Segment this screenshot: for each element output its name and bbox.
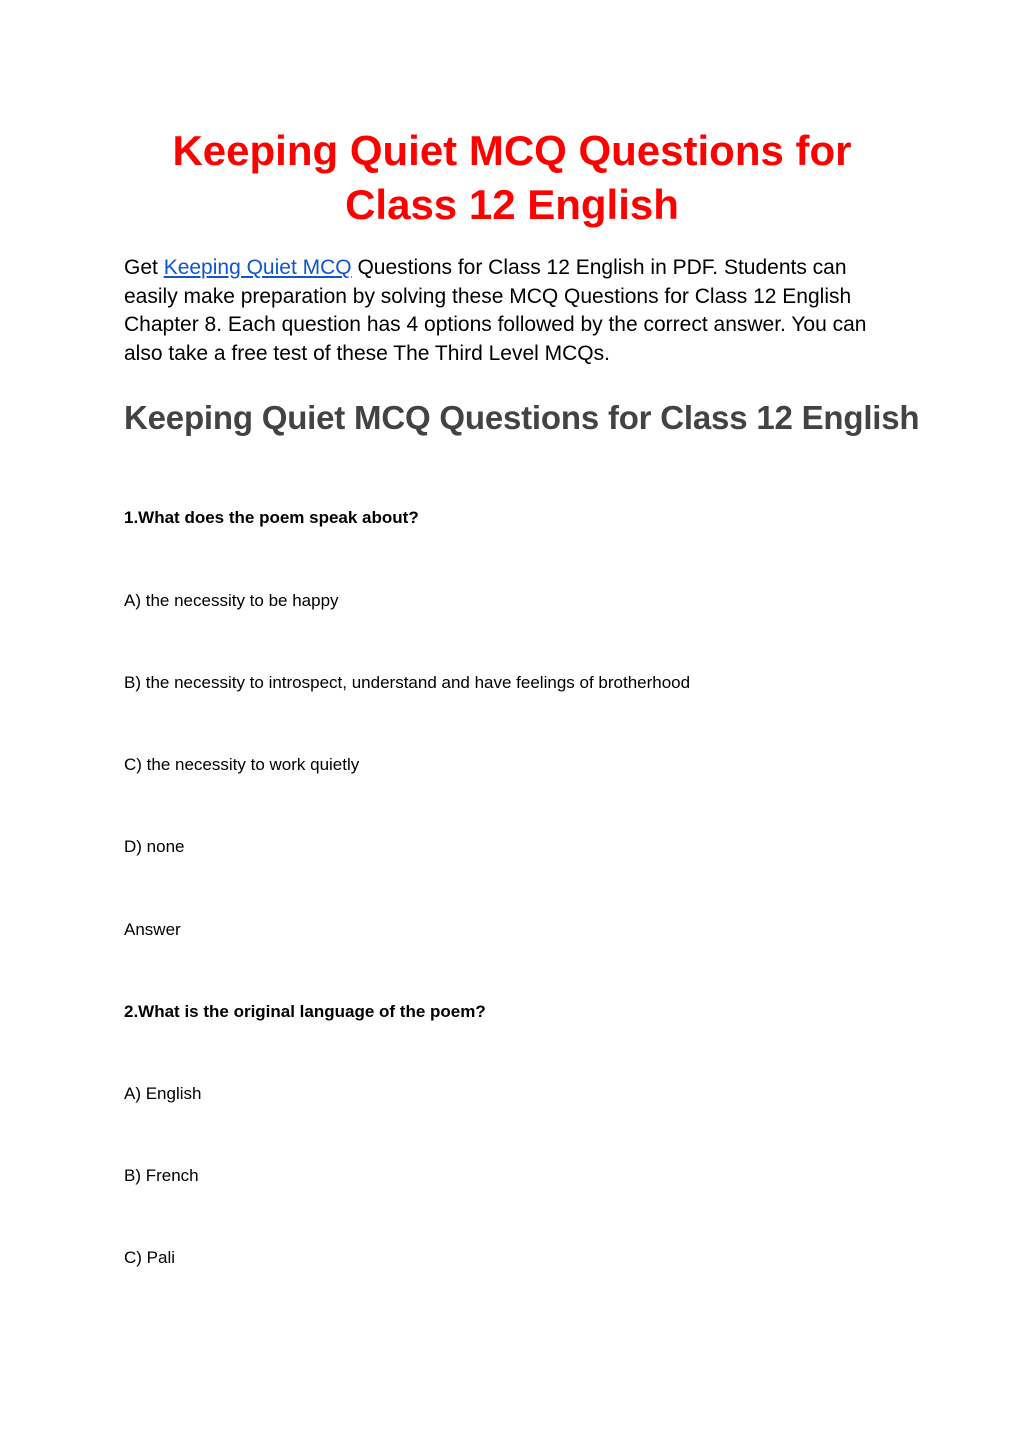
intro-line-3: Chapter 8. Each question has 4 options followed by the correct answer. You can <box>124 313 867 336</box>
question-1: 1.What does the poem speak about? <box>124 508 419 527</box>
keeping-quiet-mcq-link[interactable]: Keeping Quiet MCQ <box>163 256 352 279</box>
question-2-option-c: C) Pali <box>124 1248 176 1267</box>
question-2-option-b: B) French <box>124 1166 199 1185</box>
intro-line-1-rest: Questions for Class 12 English in PDF. Students can <box>351 256 847 279</box>
intro-paragraph <box>124 254 904 368</box>
question-2-option-a: A) English <box>124 1084 202 1103</box>
page-title <box>100 124 924 232</box>
section-heading: Keeping Quiet MCQ Questions for Class 12 English <box>124 399 920 436</box>
question-1-option-b: B) the necessity to introspect, understand and have feelings of brotherhood <box>124 673 691 692</box>
intro-prefix: Get <box>124 256 164 279</box>
question-2: 2.What is the original language of the poem? <box>124 1002 486 1021</box>
page-title-line-2: Class 12 English <box>345 181 679 228</box>
question-1-option-c: C) the necessity to work quietly <box>124 755 360 774</box>
intro-line-2: easily make preparation by solving these MCQ Questions for Class 12 English <box>124 284 852 308</box>
question-1-option-a: A) the necessity to be happy <box>124 591 339 610</box>
intro-line-4: also take a free test of these The Third Level MCQs. <box>124 341 610 365</box>
page-title-line-1: Keeping Quiet MCQ Questions for <box>172 127 852 174</box>
question-1-answer: Answer <box>124 920 181 939</box>
question-1-option-d: D) none <box>124 837 185 856</box>
